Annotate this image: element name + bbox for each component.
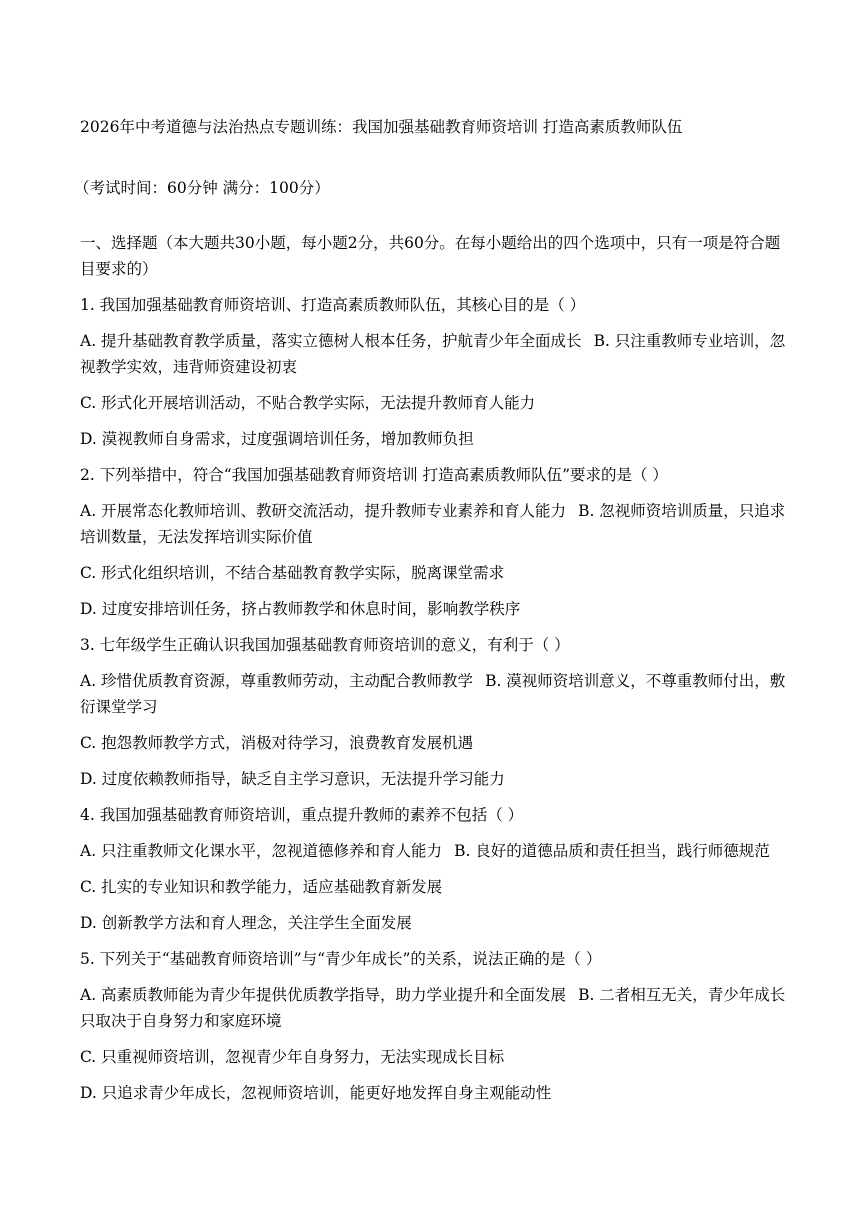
option-d: D. 过度安排培训任务，挤占教师教学和休息时间，影响教学秩序 <box>80 600 521 618</box>
options-ab <box>80 668 788 720</box>
question-3 <box>80 632 788 792</box>
option-c: C. 形式化组织培训，不结合基础教育教学实际，脱离课堂需求 <box>80 564 505 582</box>
option-a: A. 只注重教师文化课水平，忽视道德修养和育人能力 <box>80 842 443 860</box>
option-a: A. 提升基础教育教学质量，落实立德树人根本任务，护航青少年全面成长 <box>80 332 582 350</box>
document-page <box>74 114 788 1106</box>
question-stem: 5. 下列关于“基础教育师资培训”与“青少年成长”的关系，说法正确的是（ ） <box>80 950 602 968</box>
question-1 <box>80 292 788 452</box>
options-ab <box>80 498 788 550</box>
option-d: D. 漠视教师自身需求，过度强调培训任务，增加教师负担 <box>80 430 474 448</box>
question-5 <box>80 946 788 1106</box>
question-stem: 4. 我国加强基础教育师资培训，重点提升教师的素养不包括（ ） <box>80 806 524 824</box>
option-c: C. 抱怨教师教学方式，消极对待学习，浪费教育发展机遇 <box>80 734 474 752</box>
option-c: C. 扎实的专业知识和教学能力，适应基础教育新发展 <box>80 878 443 896</box>
question-2 <box>80 462 788 622</box>
question-stem: 2. 下列举措中，符合“我国加强基础教育师资培训 打造高素质教师队伍”要求的是（ ） <box>80 466 668 484</box>
option-a: A. 珍惜优质教育资源，尊重教师劳动，主动配合教师教学 <box>80 672 474 690</box>
question-4 <box>80 802 788 936</box>
option-b: B. 只注重教师专业培训，忽视教学实效，违背师资建设初衷 <box>80 332 786 376</box>
option-c: C. 形式化开展培训活动，不贴合教学实际，无法提升教师育人能力 <box>80 394 536 412</box>
options-ab <box>80 328 788 380</box>
option-d: D. 只追求青少年成长，忽视师资培训，能更好地发挥自身主观能动性 <box>80 1084 552 1102</box>
option-a: A. 开展常态化教师培训、教研交流活动，提升教师专业素养和育人能力 <box>80 502 567 520</box>
option-b: B. 良好的道德品质和责任担当，践行师德规范 <box>454 842 770 860</box>
option-a: A. 高素质教师能为青少年提供优质教学指导，助力学业提升和全面发展 <box>80 986 567 1004</box>
question-stem: 1. 我国加强基础教育师资培训、打造高素质教师队伍，其核心目的是（ ） <box>80 296 586 314</box>
question-stem: 3. 七年级学生正确认识我国加强基础教育师资培训的意义，有利于（ ） <box>80 636 570 654</box>
option-b: B. 漠视师资培训意义，不尊重教师付出，敷衍课堂学习 <box>80 672 786 716</box>
document-title: 2026年中考道德与法治热点专题训练：我国加强基础教育师资培训 打造高素质教师队伍 <box>80 118 683 136</box>
option-b: B. 忽视师资培训质量，只追求培训数量，无法发挥培训实际价值 <box>80 502 786 546</box>
exam-meta: （考试时间：60分钟 满分：100分） <box>74 179 330 197</box>
options-ab <box>80 838 788 864</box>
option-b: B. 二者相互无关，青少年成长只取决于自身努力和家庭环境 <box>80 986 786 1030</box>
options-ab <box>80 982 788 1034</box>
option-d: D. 过度依赖教师指导，缺乏自主学习意识，无法提升学习能力 <box>80 770 505 788</box>
option-c: C. 只重视师资培训，忽视青少年自身努力，无法实现成长目标 <box>80 1048 505 1066</box>
section-heading: 一、选择题（本大题共30小题，每小题2分，共60分。在每小题给出的四个选项中，只有一项是符合题目要求的） <box>80 234 781 278</box>
option-d: D. 创新教学方法和育人理念，关注学生全面发展 <box>80 914 412 932</box>
